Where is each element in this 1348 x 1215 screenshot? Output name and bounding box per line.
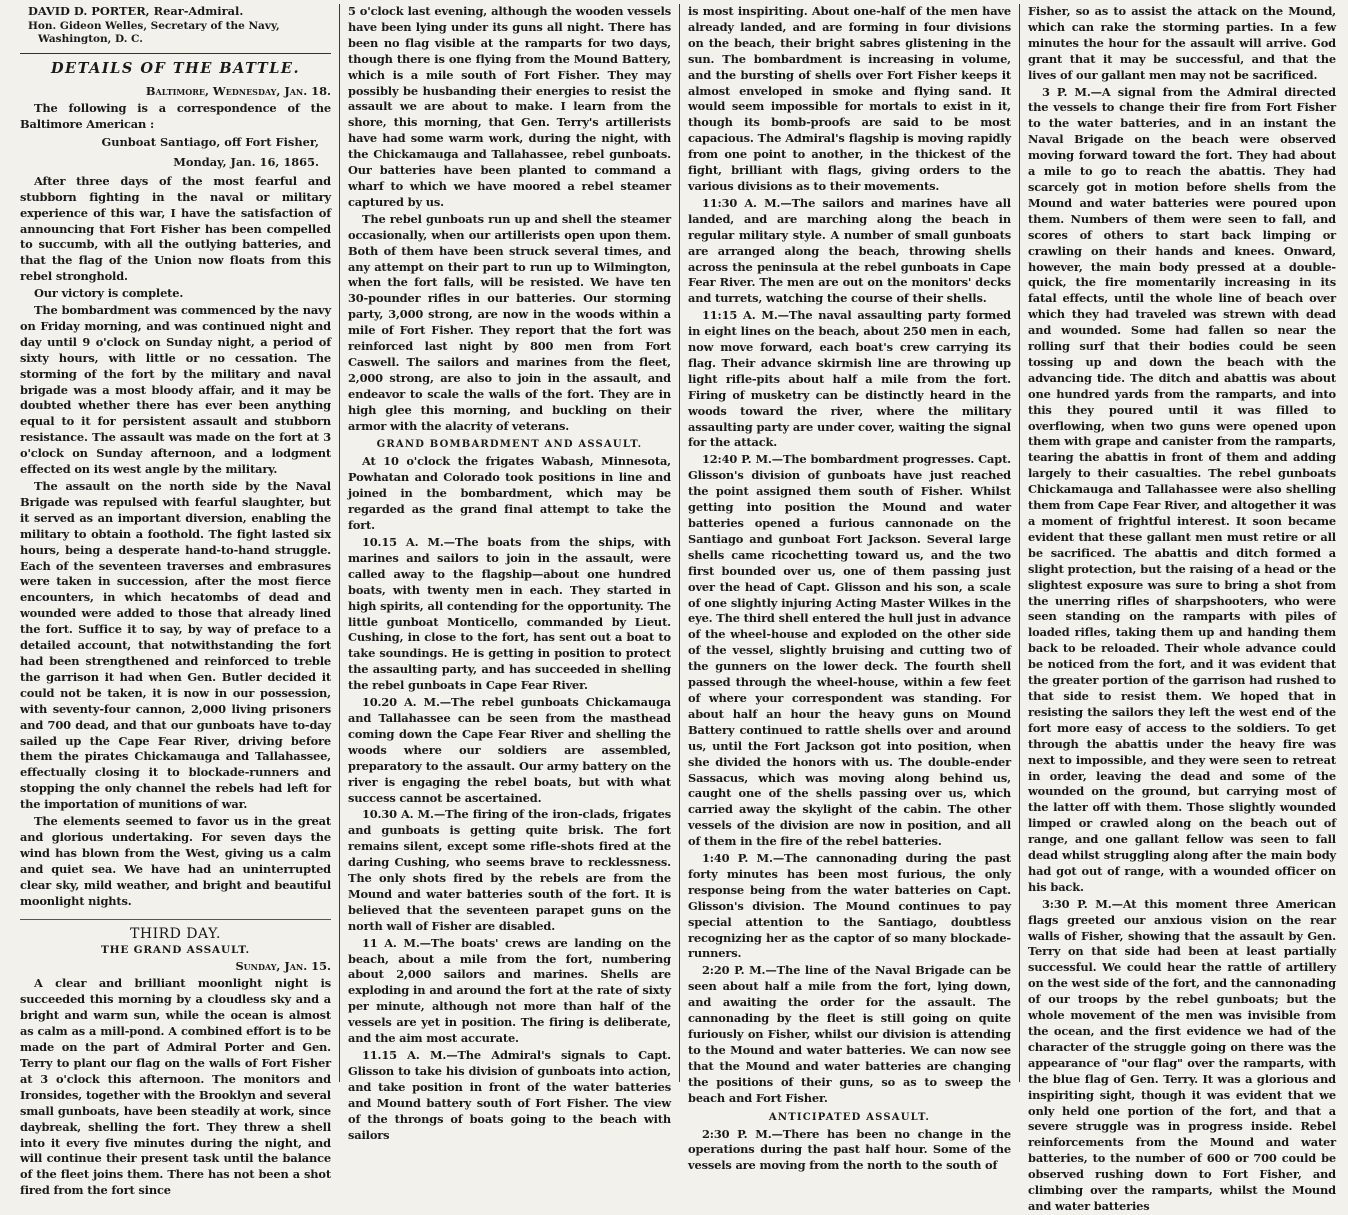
paragraph: 10.30 A. M.—The firing of the iron-clads, frigates and gunboats is getting quite brisk. The fort remains silent, except some rifle-shots fired at the daring Cushing, who seems brave to recklessness. The only shots fired by the rebels are from the Mound and water batteries south of the fort. It is believed that the seventeen parapet guns on the north wall of Fisher are disabled. xyxy=(348,807,671,933)
section-third-day: THIRD DAY. xyxy=(20,919,331,942)
paragraph: 5 o'clock last evening, although the wooden vessels have been lying under its guns all night. There has been no flag visible at the ramparts for two days, though there is one flying from the Mound Battery, which is a mile south of Fort Fisher. They may possibly be husbanding their energies to resist the assault we are about to make. I learn from the shore, this morning, that Gen. Terry's artillerists have had some warm work, during the night, with the Chickamauga and Tallahassee, rebel gunboats. Our batteries have been planted to command a wharf to which we have moored a rebel steamer captured by us. xyxy=(348,4,671,209)
address-line-1: Gunboat Santiago, off Fort Fisher, xyxy=(101,134,319,149)
paragraph: 10.15 A. M.—The boats from the ships, with marines and sailors to join in the assault, were called away to the flagship—about one hundred boats, with twenty men in each. They started in high spirits, all contending for the opportunity. The little gunboat Monticello, commanded by Lieut. Cushing, in close to the fort, has sent out a boat to take soundings. He is getting in position to protect the assaulting party, and has succeeded in shelling the rebel gunboats in Cape Fear River. xyxy=(348,535,671,693)
paragraph: 1:40 P. M.—The cannonading during the past forty minutes has been most furious, the only response being from the water batteries on Capt. Glisson's division. The Mound continues to pay special attention to the Santiago, doubtless recognizing her as the captor of so many blockade-runners. xyxy=(688,851,1011,961)
intro-paragraph: The following is a correspondence of the Baltimore American : xyxy=(20,100,331,131)
paragraph: 11:30 A. M.—The sailors and marines have all landed, and are marching along the beach in regular military style. A number of small gunboats are arranged along the beach, throwing shells across the peninsula at the rebel gunboats in Cape Fear River. The men are out on the monitors' decks and turrets, watching the course of their shells. xyxy=(688,195,1011,306)
addressee-welles: Hon. Gideon Welles, Secretary of the Navy, Washington, D. C. xyxy=(28,19,280,46)
paragraph: 12:40 P. M.—The bombardment progresses. Capt. Glisson's division of gunboats have just reached the point assigned them south of Fisher. Whilst getting into position the Mound and water batteries opened a furious cannonade on the Santiago and gunboat Fort Jackson. Several large shells came ricochetting toward us, and the two first bounded over us, one of them passing just over the head of Capt. Glisson and his son, a scale of one slightly injuring Acting Master Wilkes in the eye. The third shell entered the hull just in advance of the wheel-house and exploded on the other side of the vessel, slightly bruising and cutting two of the gunners on the lower deck. The fourth shell passed through the wheel-house, within a few feet of where your correspondent was standing. For about half an hour the heavy guns on Mound Battery continued to rattle shells over and around us, until the Fort Jackson got into position, when she divided the honors with us. The double-ender Sassacus, which was moving along behind us, caught one of the shells passing over us, which carried away the skylight of the cabin. The other vessels of the division are now in position, and all of them in the fire of the rebel batteries. xyxy=(688,452,1012,849)
paragraph: The rebel gunboats run up and shell the steamer occasionally, when our artillerists open upon them. Both of them have been struck several times, and any attempt on their part to run up to Wilmington, when the fort falls, will be resisted. We have ten 30-pounder rifles in our batteries. Our storming party, 3,000 strong, are now in the woods within a mile of Fort Fisher. They report that the fort was reinforced last night by 800 men from Fort Caswell. The sailors and marines from the fleet, 2,000 strong, are also to join in the assault, and endeavor to scale the walls of the fort. They are in high glee this morning, and buckling on their armor with the alacrity of veterans. xyxy=(348,211,671,433)
column-1 xyxy=(12,4,340,1198)
paragraph: 11.15 A. M.—The Admiral's signals to Capt. Glisson to take his division of gunboats into action, and take position in front of the water batteries and Mound battery south of Fort Fisher. The view of the throngs of boats going to the beach with sailors xyxy=(348,1048,671,1142)
paragraph: Our victory is complete. xyxy=(34,286,184,301)
paragraph: 10.20 A. M.—The rebel gunboats Chickamauga and Tallahassee can be seen from the masthead coming down the Cape Fear River and shelling the woods where our soldiers are assembled, preparatory to the assault. Our army battery on the river is engaging the rebel boats, but with what success cannot be ascertained. xyxy=(348,695,671,805)
paragraph: The bombardment was commenced by the navy on Friday morning, and was continued night and day until 9 o'clock on Sunday night, a period of sixty hours, with little or no cessation. The storming of the fort by the military and naval brigade was a most bloody affair, and it may be doubted whether there has ever been anything equal to it for persistent assault and stubborn resistance. The assault was made on the fort at 3 o'clock on Sunday afternoon, and a lodgment effected on its west angle by the military. xyxy=(20,303,331,477)
paragraph: At 10 o'clock the frigates Wabash, Minnesota, Powhatan and Colorado took positions in line and joined in the bombardment, which may be regarded as the grand final attempt to take the fort. xyxy=(348,454,671,533)
section-anticipated-assault: ANTICIPATED ASSAULT. xyxy=(768,1111,931,1123)
paragraph: is most inspiriting. About one-half of the men have already landed, and are forming in four divisions on the beach, their bright sabres glistening in the sun. The bombardment is increasing in volume, and the bursting of shells over Fort Fisher keeps it almost enveloped in smoke and flying sand. It would seem impossible for mortals to exist in it, though its bomb-proofs are said to be most capacious. The Admiral's flagship is moving rapidly from one point to another, in the thickest of the fight, brilliant with flags, giving orders to the various divisions as to their movements. xyxy=(688,4,1011,193)
dateline-baltimore: Baltimore, Wednesday, Jan. 18. xyxy=(145,83,331,98)
paragraph: 3 P. M.—A signal from the Admiral directed the vessels to change their fire from Fort Fisher to the water batteries, and in an instant the Naval Brigade on the beach were observed moving forward toward the fort. They had about a mile to go to reach the abattis. They had scarcely got in motion before shells from the Mound and water batteries were poured upon them. Numbers of them were seen to fall, and scores of others to start back limping or crawling on their hands and knees. Onward, however, the main body pressed at a double-quick, the fire momentarily increasing in its fatal effects, until the whole line of beach over which they had traveled was strewn with dead and wounded. Some had fallen so near the rolling surf that their bodies could be seen tossing up and down the beach with the advancing tide. The ditch and abattis was about one hundred yards from the ramparts, and into this they poured until it was filled to overflowing, when two guns were opened upon them with grape and canister from the ramparts, tearing the abattis in front of them and adding largely to their casualties. The rebel gunboats Chickamauga and Tallahassee were also shelling them from Cape Fear River, and altogether it was a moment of frightful interest. It soon became evident that these gallant men must retire or all be sacrificed. The abattis and ditch formed a slight protection, but the raising of a head or the slightest exposure was sure to bring a shot from the unerring rifles of sharpshooters, who were seen standing on the ramparts with piles of loaded rifles, taking them up and handing them back to be reloaded. Their whole advance could be noticed from the fort, and it was evident that the greater portion of the garrison had rushed to that side to resist them. We hoped that in resisting the sailors they left the west end of the fort more easy of access to the soldiers. To get through the abattis under the heavy fire was next to impossible, and they were seen to retreat in order, leaving the dead and some of the wounded on the ground, but carrying most of the latter off with them. Those slightly wounded limped or crawled along on the beach out of range, and one gallant fellow was seen to fall dead whilst struggling along after the main body had got out of range, with a wounded officer on his back. xyxy=(1028,84,1336,894)
paragraph: 2:30 P. M.—There has been no change in the operations during the past half hour. Some of the vessels are moving from the north to the south of xyxy=(688,1126,1011,1173)
paragraph: 11 A. M.—The boats' crews are landing on the beach, about a mile from the fort, numbering about 2,000 sailors and marines. Shells are exploding in and around the fort at the rate of sixty per minute, although not more than half of the vessels are yet in position. The firing is deliberate, and the aim most accurate. xyxy=(348,935,671,1046)
column-2 xyxy=(340,4,680,1142)
signature-porter: DAVID D. PORTER, Rear-Admiral. xyxy=(28,4,244,18)
column-3 xyxy=(680,4,1020,1173)
column-4 xyxy=(1020,4,1344,1213)
paragraph: The assault on the north side by the Naval Brigade was repulsed with fearful slaughter, but it served as an important diversion, enabling the military to obtain a foothold. The fight lasted six hours, being a desperate hand-to-hand struggle. Each of the seventeen traverses and embrasures were taken in succession, after the most fierce encounters, in which hecatombs of dead and wounded were added to those that already lined the fort. Suffice it to say, by way of preface to a detailed account, that notwithstanding the fort had been strengthened and reinforced to treble the garrison it had when Gen. Butler decided it could not be taken, it is now in our possession, with seventy-four cannon, 2,000 living prisoners and 700 dead, and that our gunboats have to-day sailed up the Cape Fear River, driving before them the pirates Chickamauga and Tallahassee, effectually closing it to blockade-runners and stopping the only channel the rebels had left for the importation of munitions of war. xyxy=(20,479,331,812)
section-grand-bombardment: GRAND BOMBARDMENT AND ASSAULT. xyxy=(376,439,643,451)
subhead-grand-assault: THE GRAND ASSAULT. xyxy=(100,944,251,957)
paragraph: A clear and brilliant moonlight night is succeeded this morning by a cloudless sky and a bright and warm sun, while the ocean is almost as calm as a mill-pond. A combined effort is to be made on the part of Admiral Porter and Gen. Terry to plant our flag on the walls of Fort Fisher at 3 o'clock this afternoon. The monitors and Ironsides, together with the Brooklyn and several small gunboats, have been steadily at work, since daybreak, shelling the fort. They threw a shell into it every five minutes during the night, and will continue their present task until the balance of the fleet joins them. There has not been a shot fired from the fort since xyxy=(20,976,331,1198)
paragraph: The elements seemed to favor us in the great and glorious undertaking. For seven days the wind has blown from the West, giving us a calm and quiet sea. We have had an uninterrupted clear sky, mild weather, and bright and beautiful moonlight nights. xyxy=(20,814,331,908)
paragraph: After three days of the most fearful and stubborn fighting in the naval or military experience of this war, I have the satisfaction of announcing that Fort Fisher has been compelled to succumb, with all the outlying batteries, and that the flag of the Union now floats from this rebel stronghold. xyxy=(20,173,331,284)
dateline-sunday: Sunday, Jan. 15. xyxy=(235,959,331,974)
paragraph: Fisher, so as to assist the attack on the Mound, which can rake the storming parties. In a few minutes the hour for the assault will arrive. God grant that it may be successful, and that the lives of our gallant men may not be sacrificed. xyxy=(1028,4,1336,82)
headline-details-of-battle: DETAILS OF THE BATTLE. xyxy=(20,53,331,77)
paragraph: 3:30 P. M.—At this moment three American flags greeted our anxious vision on the rear walls of Fisher, showing that the assault by Gen. Terry on that side had been at least partially successful. We could hear the rattle of artillery on the west side of the fort, and the cannonading of our troops by the rebel gunboats; but the whole movement of the men was invisible from the ocean, and the first evidence we had of the character of the struggle going on there was the appearance of "our flag" over the ramparts, with the blue flag of Gen. Terry. It was a glorious and inspiriting sight, though it was evident that we only held one portion of the fort, and that a severe struggle was in progress inside. Rebel reinforcements from the Mound and water batteries, to the number of 600 or 700 could be observed rushing down to Fort Fisher, and climbing over the ramparts, whilst the Mound and water batteries xyxy=(1028,896,1336,1213)
paragraph: 11:15 A. M.—The naval assaulting party formed in eight lines on the beach, about 250 men in each, now move forward, each boat's crew carrying its flag. Their advance skirmish line are throwing up light rifle-pits about half a mile from the fort. Firing of musketry can be distinctly heard in the woods toward the river, where the military assaulting party are under cover, waiting the signal for the attack. xyxy=(688,308,1011,450)
address-line-2: Monday, Jan. 16, 1865. xyxy=(173,154,319,169)
paragraph: 2:20 P. M.—The line of the Naval Brigade can be seen about half a mile from the fort, lying down, and awaiting the order for the assault. The cannonading by the fleet is still going on quite furiously on Fisher, whilst our division is attending to the Mound and water batteries. We can now see that the Mound and water batteries are changing the positions of their guns, so as to sweep the beach and Fort Fisher. xyxy=(688,963,1011,1105)
